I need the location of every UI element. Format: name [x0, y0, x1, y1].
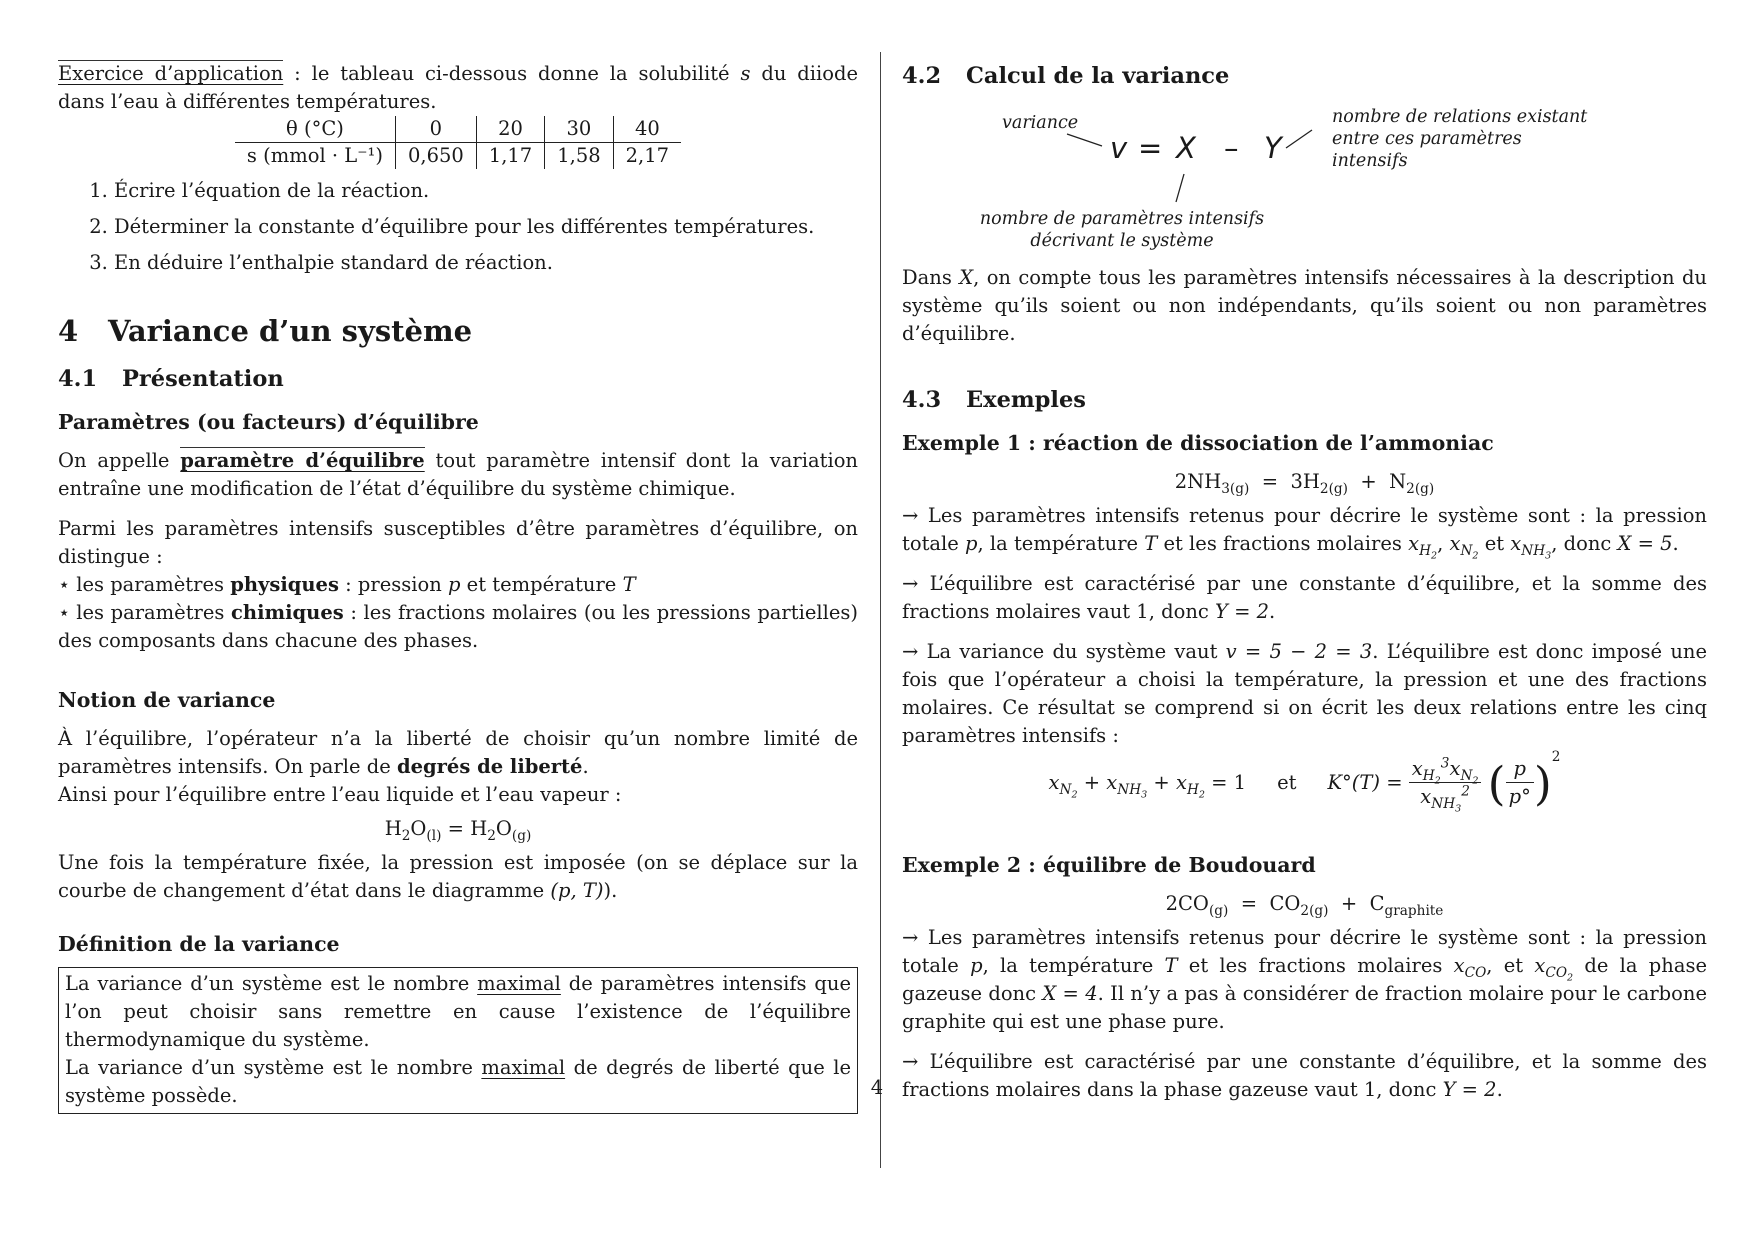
table-row [235, 143, 681, 170]
example2-heading: Exemple 2 : équilibre de Boudouard [902, 853, 1316, 877]
water-equation: $H_2O_{(l)} = H_2O_{(g)}$ [384, 817, 532, 844]
eq-X: X [1176, 131, 1196, 165]
eq-v: v [1110, 131, 1128, 165]
table-cell: 1,58 [545, 143, 613, 170]
exercise-title: Exercice d’application [58, 62, 284, 85]
section-heading-4: 4 Variance d’un système [58, 314, 473, 348]
definition-line-2: La variance d’un système est le nombre maximal de degrés de liberté que le système possède. [65, 1056, 851, 1107]
bullet-chemical: ⋆ les paramètres chimiques : les fractions molaires (ou les pressions partielles) des composants dans chacune des phases. [58, 601, 858, 652]
pressure-fraction: $\frac{p}{p^\circ}$ [1506, 756, 1534, 811]
list-item: 1. Écrire l’équation de la réaction. [114, 177, 858, 205]
definition-line-1: La variance d’un système est le nombre maximal de paramètres intensifs que l’on peut choisir sans remettre en cause l’existence de l’équilibre thermodynamique du système. [65, 972, 852, 1051]
example2-paragraph-1: → Les paramètres intensifs retenus pour décrire le système sont : la pression totale p, la température T et les fractions molaires $x_{CO}$, et $x_{CO_2}$ de la phase gazeuse donc X = 4. Il n’y a pas à considérer de fraction molaire pour le carbone graphite qui est une phase pure. [902, 926, 1707, 1033]
defined-term: paramètre d’équilibre [180, 449, 425, 472]
params-heading: Paramètres (ou facteurs) d’équilibre [58, 410, 479, 434]
arrow-icon: → [902, 640, 919, 663]
column-divider [880, 52, 881, 1168]
notion-paragraph-2: Ainsi pour l’équilibre entre l’eau liquide et l’eau vapeur : [58, 783, 622, 806]
table-cell: 40 [613, 116, 681, 143]
eq-Y: Y [1264, 131, 1282, 165]
star-icon: ⋆ [58, 601, 71, 624]
pointer-lines [902, 94, 1702, 254]
star-icon: ⋆ [58, 573, 71, 596]
table-cell: 1,17 [476, 143, 544, 170]
arrow-icon: → [902, 572, 919, 595]
arrow-icon: → [902, 504, 919, 527]
table-cell: 0,650 [395, 143, 476, 170]
list-item: 2. Déterminer la constante d’équilibre pour les différentes températures. [114, 213, 858, 241]
k-fraction: $\frac{x_{H_2}^3x_{N_2}}{x_{NH_3}^2}$ [1409, 756, 1482, 811]
eq-equals: = [1138, 131, 1163, 165]
table-cell: 2,17 [613, 143, 681, 170]
bullet-physical: ⋆ les paramètres physiques : pression p et température T [58, 573, 636, 596]
boudouard-equation: $2CO_{(g)} = CO_{2(g)} + C_{graphite}$ [1165, 892, 1444, 919]
page-number: 4 [870, 1076, 884, 1099]
list-item: 3. En déduire l’enthalpie standard de réaction. [114, 249, 858, 277]
label-variance: variance [1002, 113, 1079, 133]
table-cell: 20 [476, 116, 544, 143]
arrow-icon: → [902, 926, 919, 949]
label-relations: nombre de relations existant entre ces paramètres intensifs [1332, 107, 1588, 171]
exercise-intro: Exercice d’application : le tableau ci-dessous donne la solubilité s du diiode dans l’eau à différentes températures. [58, 62, 858, 113]
table-header-cell: s (mmol · L⁻¹) [246, 144, 383, 167]
arrow-icon: → [902, 1050, 919, 1073]
ammonia-relations: $x_{N_2} + x_{NH_3} + x_{H_2} = 1$ et K°(T) = $\frac{x_{H_2}^3x_{N_2}}{x_{NH_3}^2}$ ( $\frac{p}{p^\circ}$ )$^2$ [1048, 749, 1561, 815]
params-paragraph-1: On appelle paramètre d’équilibre tout paramètre intensif dont la variation entraîne une modification de l’état d’équilibre du système chimique. [58, 449, 858, 500]
subsection-heading-4-2: 4.2 Calcul de la variance [902, 63, 1230, 89]
calc-paragraph: Dans X, on compte tous les paramètres intensifs nécessaires à la description du système qu’ils soient ou non indépendants, qu’ils soient ou non paramètres d’équilibre. [902, 266, 1707, 345]
table-row [235, 116, 681, 143]
notion-paragraph-3: Une fois la température fixée, la pression est imposée (on se déplace sur la courbe de changement d’état dans le diagramme (p, T)). [58, 851, 858, 902]
table-header-cell: θ (°C) [235, 116, 396, 143]
left-column [58, 60, 858, 1114]
subsection-heading-4-1: 4.1 Présentation [58, 366, 284, 392]
pointer-line-relations [1286, 130, 1312, 148]
eq-minus: – [1224, 131, 1239, 165]
solubility-table [235, 116, 681, 169]
ammonia-equation: $2NH_{3(g)} = 3H_{2(g)} + N_{2(g)}$ [1174, 470, 1435, 497]
definition-heading: Définition de la variance [58, 932, 340, 956]
params-paragraph-2: Parmi les paramètres intensifs susceptibles d’être paramètres d’équilibre, on distingue : [58, 517, 858, 568]
example1-paragraph-1: → Les paramètres intensifs retenus pour décrire le système sont : la pression totale p, la température T et les fractions molaires $x_{H_2}$, $x_{N_2}$ et $x_{NH_3}$, donc X = 5. [902, 504, 1707, 562]
table-cell: 30 [545, 116, 613, 143]
example1-paragraph-2: → L’équilibre est caractérisé par une constante d’équilibre, et la somme des fractions molaires vaut 1, donc Y = 2. [902, 572, 1707, 623]
variance-diagram [902, 94, 1707, 254]
label-params: nombre de paramètres intensifs décrivant le système [979, 209, 1265, 251]
example1-paragraph-3: → La variance du système vaut v = 5 − 2 = 3. L’équilibre est donc imposé une fois que l’opérateur a choisi la température, la pression et une des fractions molaires. Ce résultat se comprend si on écrit les deux relations entre les cinq paramètres intensifs : [902, 640, 1707, 747]
question-list [58, 177, 858, 277]
table-cell: 0 [395, 116, 476, 143]
notion-heading: Notion de variance [58, 688, 276, 712]
example1-heading: Exemple 1 : réaction de dissociation de l’ammoniac [902, 431, 1494, 455]
example2-paragraph-2: → L’équilibre est caractérisé par une constante d’équilibre, et la somme des fractions molaires dans la phase gazeuse vaut 1, donc Y = 2. [902, 1050, 1707, 1101]
right-column [902, 60, 1707, 1104]
notion-paragraph-1: À l’équilibre, l’opérateur n’a la liberté de choisir qu’un nombre limité de paramètres intensifs. On parle de degrés de liberté. [58, 727, 858, 778]
pointer-line-variance [1067, 134, 1102, 146]
pointer-line-params [1176, 174, 1184, 202]
subsection-heading-4-3: 4.3 Exemples [902, 387, 1086, 413]
